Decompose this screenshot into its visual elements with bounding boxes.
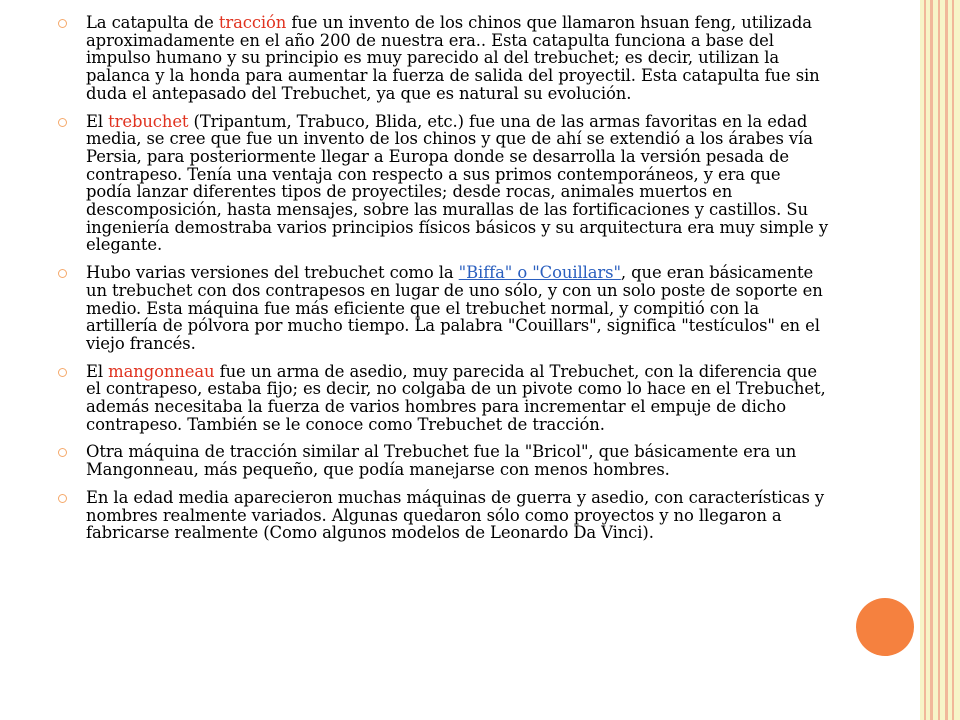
decorative-stripes [920, 0, 960, 720]
bullet-circle-icon [58, 19, 67, 28]
paragraph-text: Hubo varias versiones del trebuchet como la [86, 263, 459, 283]
paragraph-bricol [58, 443, 828, 478]
bullet-list [58, 14, 828, 542]
bullet-circle-icon [58, 448, 67, 457]
bullet-circle-icon [58, 118, 67, 127]
paragraph-text: El [86, 111, 109, 131]
bullet-circle-icon [58, 494, 67, 503]
paragraph-text: En la edad media aparecieron muchas máquinas de guerra y asedio, con características y nombres realmente variados. Algunas quedaron sólo como proyectos y no llegaron a fabricarse realmente (Como algunos modelos de Leonardo Da Vinci). [86, 487, 825, 543]
term-mangonneau[interactable]: mangonneau [108, 361, 215, 381]
paragraph-text: Otra máquina de tracción similar al Trebuchet fue la "Bricol", que básicamente era un Mangonneau, más pequeño, que podía manejarse con menos hombres. [86, 442, 797, 480]
paragraph-traccion [58, 14, 828, 103]
paragraph-text: (Tripantum, Trabuco, Blida, etc.) fue una de las armas favoritas en la edad media, se cree que fue un invento de los chinos y que de ahí se extendió a los árabes vía Persia, para posteriormente llegar a Europa donde se desarrolla la versión pesada de contrapeso. Tenía una ventaja con respecto a sus primos contemporáneos, y era que podía lanzar diferentes tipos de proyectiles; desde rocas, animales muertos en descomposición, hasta mensajes, sobre las murallas de las fortificaciones y castillos. Su ingeniería demostraba varios principios físicos básicos y su arquitectura era muy simple y elegante. [86, 111, 828, 255]
bullet-circle-icon [58, 269, 67, 278]
paragraph-trebuchet [58, 113, 828, 255]
decorative-circle [856, 598, 914, 656]
paragraph-mangonneau [58, 363, 828, 434]
term-trebuchet[interactable]: trebuchet [108, 111, 189, 131]
paragraph-text: , que eran básicamente un trebuchet con dos contrapesos en lugar de uno sólo, y con un solo poste de soporte en medio. Esta máquina fue más eficiente que el trebuchet normal, y compitió con la artillería de pólvora por mucho tiempo. La palabra "Couillars", significa "testículos" en el viejo francés. [86, 263, 823, 353]
biffa-couillars-link[interactable]: "Biffa" o "Couillars" [458, 263, 621, 283]
paragraph-biffa [58, 264, 828, 353]
paragraph-edad-media [58, 489, 828, 542]
paragraph-text: El [86, 361, 109, 381]
term-traccion[interactable]: tracción [218, 13, 287, 32]
paragraph-text: fue un arma de asedio, muy parecida al Trebuchet, con la diferencia que el contrapeso, estaba fijo; es decir, no colgaba de un pivote como lo hace en el Trebuchet, además necesitaba la fuerza de varios hombres para incrementar el empuje de dicho contrapeso. También se le conoce como Trebuchet de tracción. [86, 361, 826, 434]
paragraph-text: fue un invento de los chinos que llamaron hsuan feng, utilizada aproximadamente en el año 200 de nuestra era.. Esta catapulta funciona a base del impulso humano y su principio es muy parecido al del trebuchet; es decir, utilizan la palanca y la honda para aumentar la fuerza de salida del proyectil. Esta catapulta fue sin duda el antepasado del Trebuchet, ya que es natural su evolución. [86, 13, 820, 103]
slide-content [58, 14, 828, 552]
bullet-circle-icon [58, 368, 67, 377]
paragraph-text: La catapulta de [86, 13, 219, 32]
